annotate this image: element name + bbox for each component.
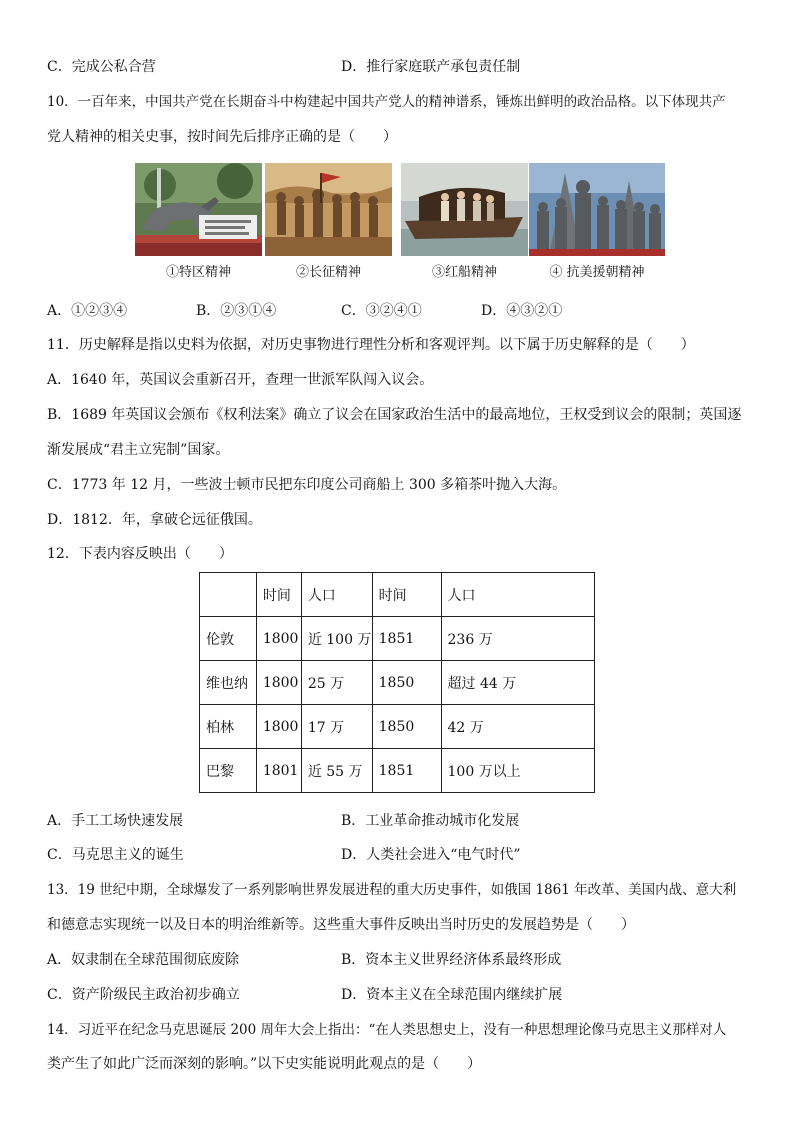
table-cell: 柏林 (200, 705, 257, 749)
table-cell: 1851 (372, 749, 441, 793)
table-row (200, 749, 595, 793)
war-monument-photo (529, 163, 665, 256)
table-header-cell: 人口 (301, 573, 372, 617)
q13-option-d: D．资本主义在全球范围内继续扩展 (341, 987, 563, 1003)
q10-options (47, 300, 647, 320)
q13-option-a: A．奴隶制在全球范围彻底废除 (47, 952, 240, 968)
table-row (200, 705, 595, 749)
q10-option-d: D．④③②① (481, 303, 563, 319)
q10-image-caption-4: ④ 抗美援朝精神 (549, 265, 645, 280)
table-cell: 42 万 (441, 705, 594, 749)
q10-image-card-4 (529, 163, 665, 280)
table-cell: 236 万 (441, 617, 594, 661)
table-cell: 1800 (256, 617, 301, 661)
q10-image-card-1 (135, 163, 262, 280)
q12-option-c: C．马克思主义的诞生 (47, 847, 184, 863)
q14-stem-line2: 类产生了如此广泛而深刻的影响。”以下史实能说明此观点的是（ ） (47, 1056, 482, 1072)
table-header-cell (200, 573, 257, 617)
q12-option-a: A．手工工场快速发展 (47, 813, 184, 829)
q10-image-caption-1: ①特区精神 (165, 265, 231, 280)
table-cell: 近 100 万 (301, 617, 372, 661)
q10-image-card-3 (401, 163, 528, 280)
q10-image-caption-3: ③红船精神 (431, 265, 497, 280)
population-table (199, 572, 595, 793)
q11-option-c: C．1773 年 12 月，一些波士顿市民把东印度公司商船上 300 多箱茶叶抛入大海。 (47, 477, 567, 493)
q10-option-c: C．③②④① (341, 303, 422, 319)
table-row (200, 617, 595, 661)
q10-image-caption-2: ②长征精神 (295, 265, 361, 280)
q9-option-d: D．推行家庭联产承包责任制 (341, 59, 521, 75)
table-cell: 1850 (372, 661, 441, 705)
table-header-row (200, 573, 595, 617)
table-cell: 近 55 万 (301, 749, 372, 793)
table-cell: 25 万 (301, 661, 372, 705)
table-cell: 1800 (256, 661, 301, 705)
q10-stem-line1: 10．一百年来，中国共产党在长期奋斗中构建起中国共产党人的精神谱系，锤炼出鲜明的政治品格。以下体现共产 (47, 94, 726, 110)
q14-stem-line1: 14．习近平在纪念马克思诞辰 200 周年大会上指出：“在人类思想史上，没有一种思想理论像马克思主义那样对人 (47, 1022, 727, 1038)
table-cell: 巴黎 (200, 749, 257, 793)
table-cell: 1800 (256, 705, 301, 749)
q11-stem: 11．历史解释是指以史料为依据，对历史事物进行理性分析和客观评判。以下属于历史解释的是（ ） (47, 337, 695, 353)
red-boat-painting (401, 163, 528, 256)
q13-stem-line2: 和德意志实现统一以及日本的明治维新等。这些重大事件反映出当时历史的发展趋势是（ ） (47, 917, 635, 933)
q13-option-c: C．资产阶级民主政治初步确立 (47, 987, 240, 1003)
table-cell: 伦敦 (200, 617, 257, 661)
q9-option-c: C．完成公私合营 (47, 59, 156, 75)
q13-stem-line1: 13．19 世纪中期，全球爆发了一系列影响世界发展进程的重大历史事件，如俄国 1861 年改革、美国内战、意大利 (47, 882, 737, 898)
q11-option-b-line1: B．1689 年英国议会颁布《权利法案》确立了议会在国家政治生活中的最高地位，王权受到议会的限制；英国逐 (47, 407, 742, 423)
q10-image-row (135, 163, 665, 281)
table-cell: 超过 44 万 (441, 661, 594, 705)
table-cell: 100 万以上 (441, 749, 594, 793)
q11-option-b-line2: 渐发展成“君主立宪制”国家。 (47, 442, 230, 458)
q11-option-a: A．1640 年，英国议会重新召开，查理一世派军队闯入议会。 (47, 372, 434, 388)
q10-option-a: A．①②③④ (47, 303, 128, 319)
q12-option-d: D．人类社会进入“电气时代” (341, 847, 521, 863)
q10-image-card-2 (265, 163, 392, 280)
table-header-cell: 时间 (256, 573, 301, 617)
q13-option-b: B．资本主义世界经济体系最终形成 (341, 952, 562, 968)
q11-option-d: D．1812．年，拿破仑远征俄国。 (47, 512, 262, 528)
table-cell: 1850 (372, 705, 441, 749)
table-header-cell: 时间 (372, 573, 441, 617)
table-header-cell: 人口 (441, 573, 594, 617)
q10-option-b: B．②③①④ (196, 303, 277, 319)
table-cell: 维也纳 (200, 661, 257, 705)
q12-option-b: B．工业革命推动城市化发展 (341, 813, 520, 829)
table-row (200, 661, 595, 705)
bull-statue-photo (135, 163, 262, 256)
q12-stem: 12．下表内容反映出（ ） (47, 546, 233, 562)
table-cell: 17 万 (301, 705, 372, 749)
long-march-painting (265, 163, 392, 256)
q10-stem-line2: 党人精神的相关史事，按时间先后排序正确的是（ ） (47, 129, 397, 145)
table-cell: 1851 (372, 617, 441, 661)
table-cell: 1801 (256, 749, 301, 793)
